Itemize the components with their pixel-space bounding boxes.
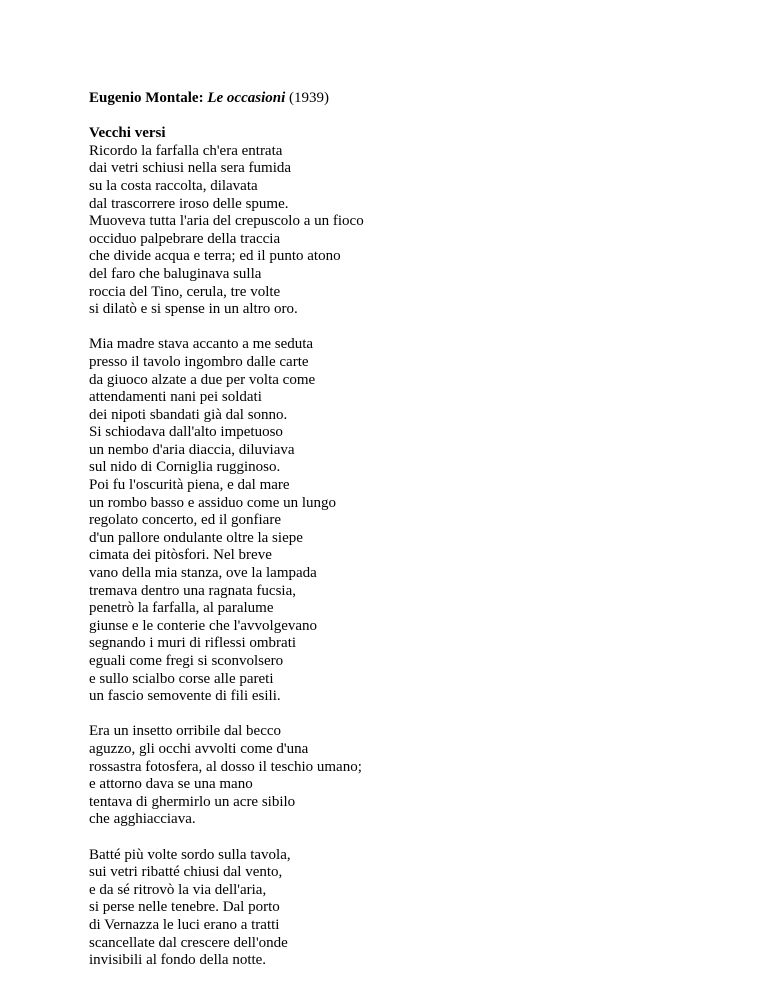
poem-line: e sullo scialbo corse alle pareti — [89, 670, 274, 687]
poem-line: attendamenti nani pei soldati — [89, 389, 262, 406]
poem-line: roccia del Tino, cerula, tre volte — [89, 283, 281, 300]
poem-line: un rombo basso e assiduo come un lungo — [89, 494, 337, 511]
poem-line: del faro che baluginava sulla — [89, 265, 262, 282]
document-page — [89, 90, 729, 987]
poem-line: tremava dentro una ragnata fucsia, — [89, 582, 296, 599]
poem-line: su la costa raccolta, dilavata — [89, 177, 258, 194]
poem-line: scancellate dal crescere dell'onde — [89, 934, 288, 951]
poem-line: vano della mia stanza, ove la lampada — [89, 565, 317, 582]
poem-line: da giuoco alzate a due per volta come — [89, 371, 316, 388]
poem-line: tentava di ghermirlo un acre sibilo — [89, 793, 296, 810]
poem-line: e da sé ritrovò la via dell'aria, — [89, 881, 267, 898]
poem-line: Batté più volte sordo sulla tavola, — [89, 846, 291, 863]
poem-line: che agghiacciava. — [89, 811, 196, 828]
poem-line: un nembo d'aria diaccia, diluviava — [89, 441, 295, 458]
poem-line: penetrò la farfalla, al paralume — [89, 600, 274, 617]
poem-line: eguali come fregi si sconvolsero — [89, 653, 284, 669]
poem-line: un fascio semovente di fili esili. — [89, 688, 281, 705]
poem-line: e attorno dava se una mano — [89, 776, 253, 793]
poem-line: si perse nelle tenebre. Dal porto — [89, 899, 280, 916]
poem-line: dei nipoti sbandati già dal sonno. — [89, 406, 288, 423]
poem-line: invisibili al fondo della notte. — [89, 952, 267, 969]
poem-line: regolato concerto, ed il gonfiare — [89, 512, 281, 529]
poem-line: giunse e le conterie che l'avvolgevano — [89, 617, 318, 634]
poem-line: dal trascorrere iroso delle spume. — [89, 195, 289, 212]
poem-title: Vecchi versi — [89, 125, 166, 142]
stanza — [89, 847, 729, 970]
document-heading — [89, 90, 729, 108]
poem-line: Poi fu l'oscurità piena, e dal mare — [89, 477, 290, 494]
poem-line: Si schiodava dall'alto impetuoso — [89, 424, 283, 441]
poem-line: Era un insetto orribile dal becco — [89, 723, 282, 740]
poem-line: dai vetri schiusi nella sera fumida — [89, 160, 292, 177]
poem-line: si dilatò e si spense in un altro oro. — [89, 301, 298, 318]
poem-line: che divide acqua e terra; ed il punto atono — [89, 248, 341, 265]
poem-line: d'un pallore ondulante oltre la siepe — [89, 529, 303, 546]
author-name: Eugenio Montale: — [89, 90, 204, 106]
poem-line: rossastra fotosfera, al dosso il teschio umano; — [89, 758, 362, 775]
poem-line: cimata dei pitòsfori. Nel breve — [89, 547, 272, 564]
poem-line: aguzzo, gli occhi avvolti come d'una — [89, 740, 309, 757]
publication-year: (1939) — [289, 90, 329, 106]
poem-line: sul nido di Corniglia rugginoso. — [89, 459, 281, 476]
stanza — [89, 143, 729, 319]
book-title: Le occasioni — [207, 90, 286, 106]
poem-line: di Vernazza le luci erano a tratti — [89, 916, 280, 933]
poem-line: Muoveva tutta l'aria del crepuscolo a un fioco — [89, 213, 364, 230]
poem-line: occiduo palpebrare della traccia — [89, 230, 281, 247]
poem-line: Mia madre stava accanto a me seduta — [89, 336, 314, 353]
poem-line: segnando i muri di riflessi ombrati — [89, 635, 297, 652]
poem-line: Ricordo la farfalla ch'era entrata — [89, 142, 283, 159]
poem-line: sui vetri ribatté chiusi dal vento, — [89, 864, 283, 881]
poem-line: presso il tavolo ingombro dalle carte — [89, 353, 309, 370]
stanza — [89, 336, 729, 705]
stanza — [89, 723, 729, 829]
poem-body — [89, 143, 729, 970]
